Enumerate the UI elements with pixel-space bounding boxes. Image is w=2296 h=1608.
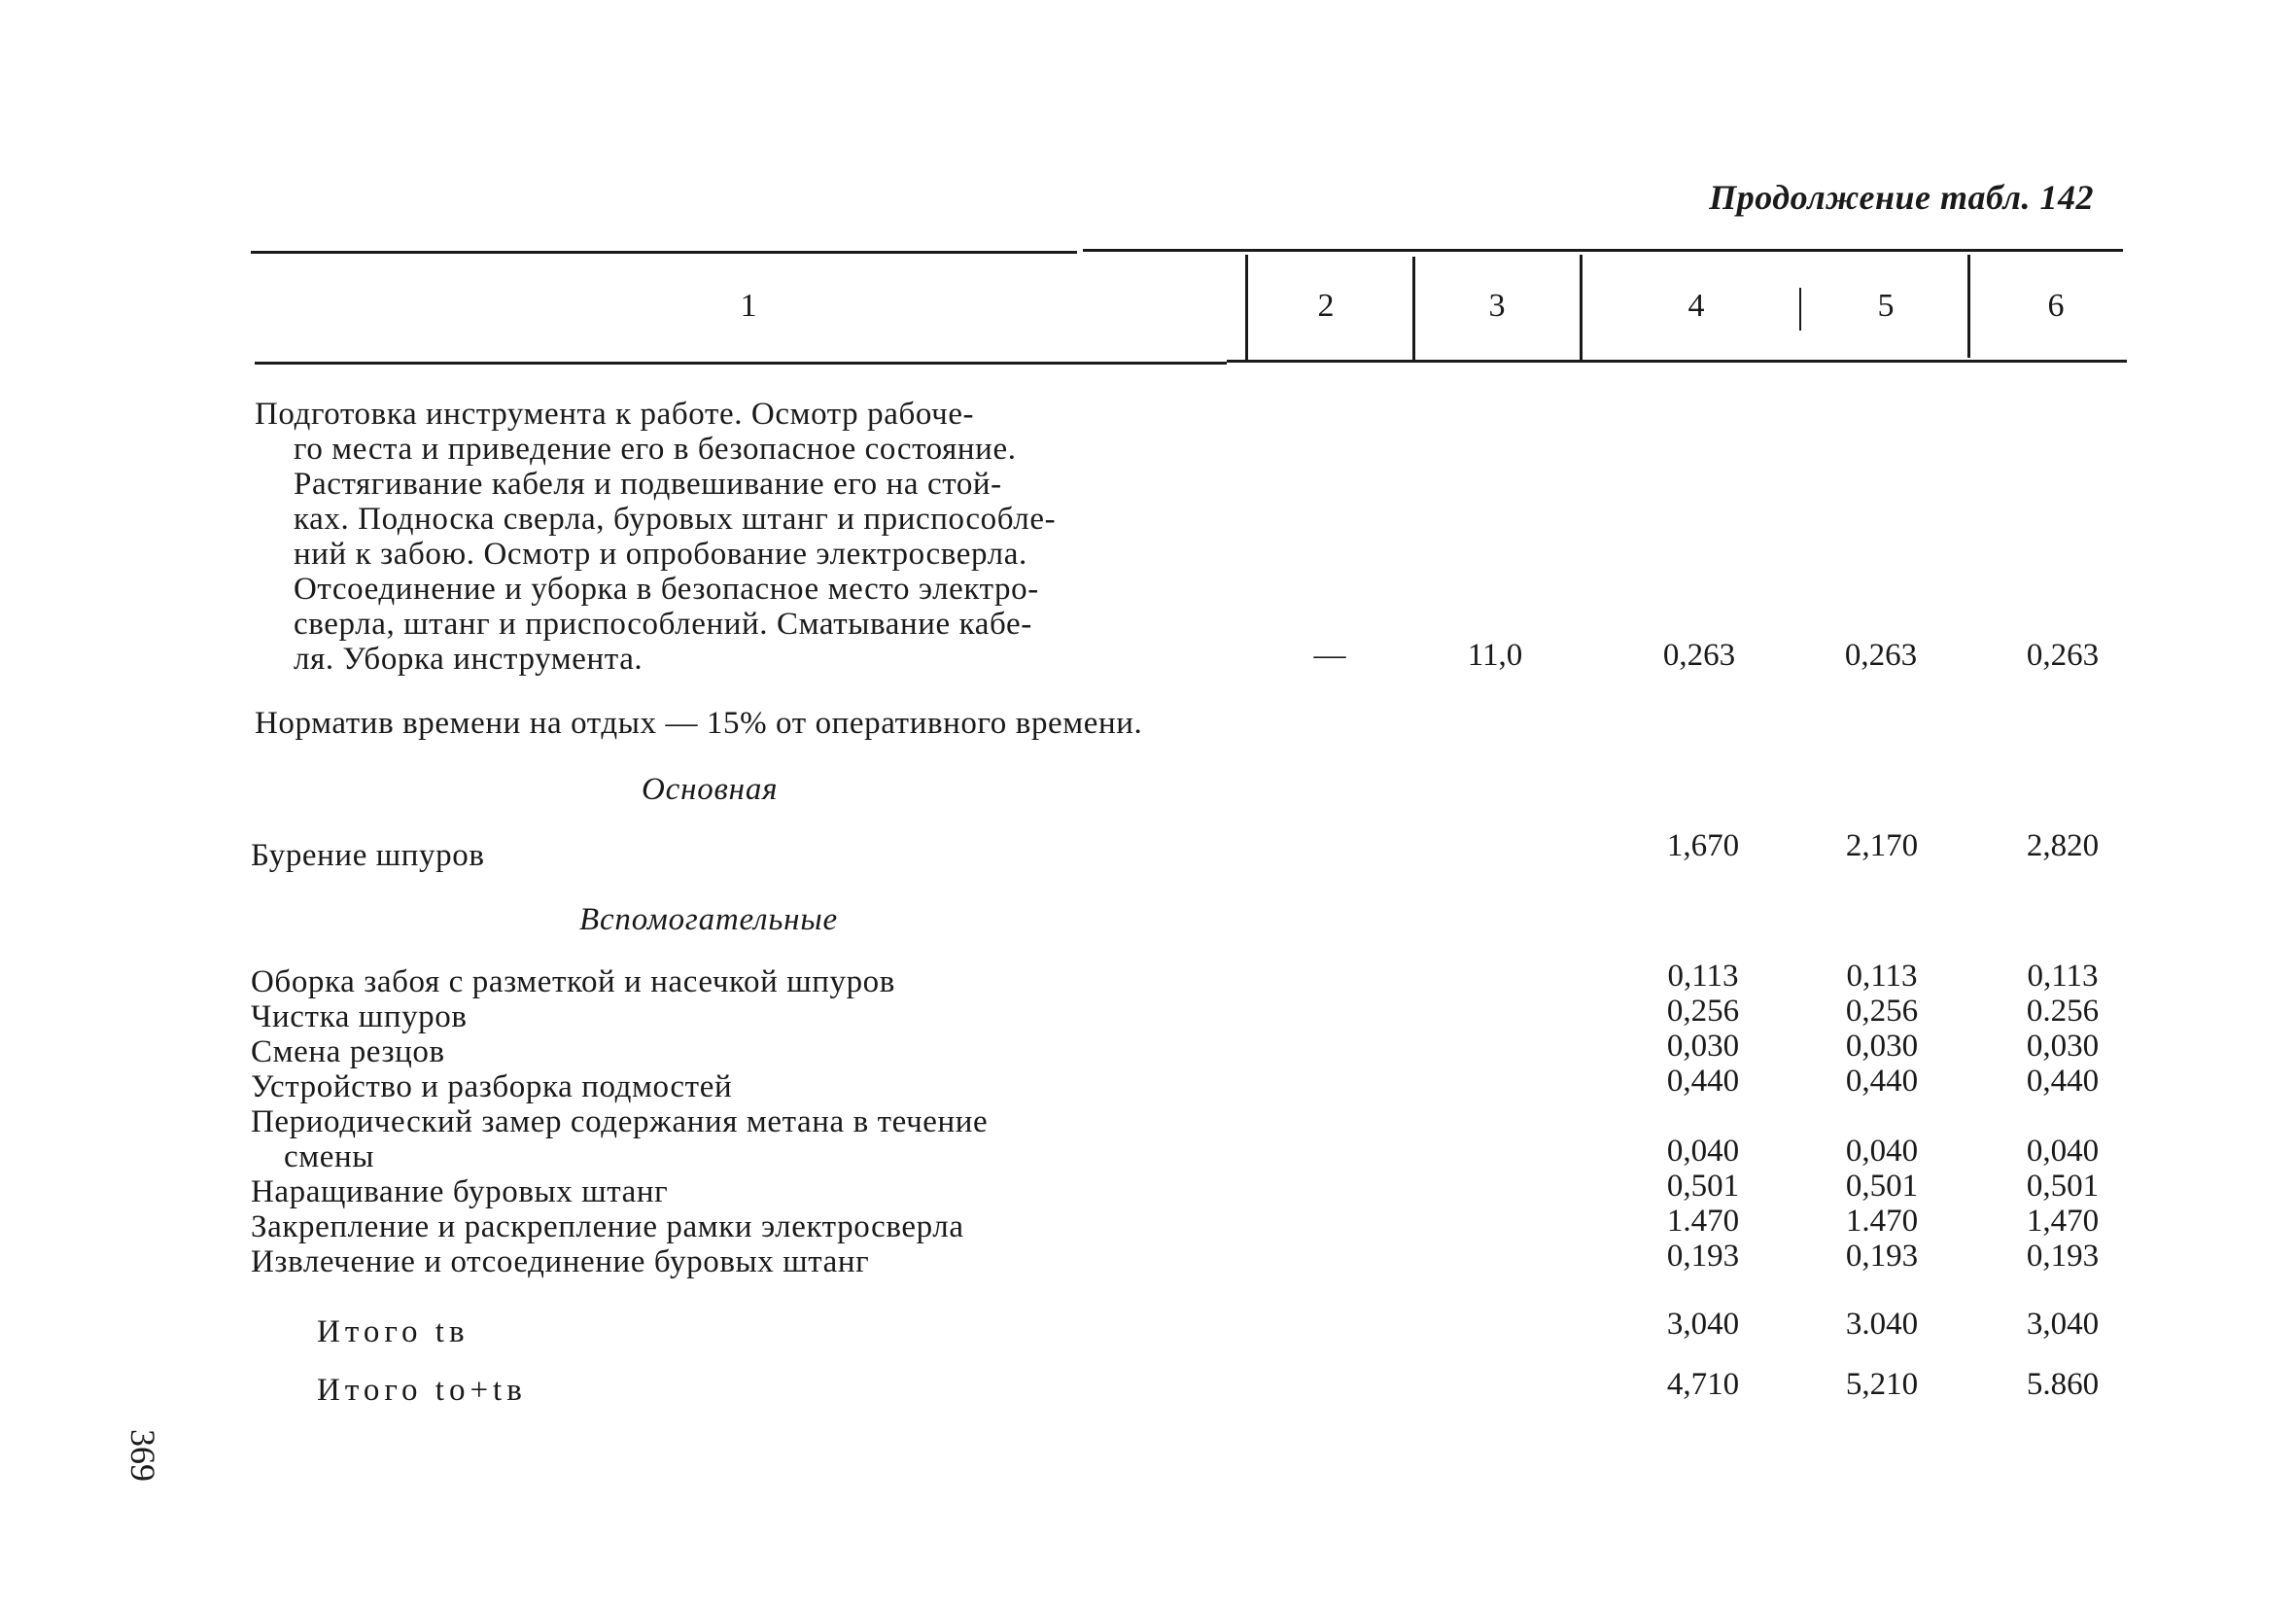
preparatory-description	[255, 397, 1198, 677]
desc-line: Подготовка инструмента к работе. Осмотр рабоче-	[255, 397, 975, 432]
section-main-title: Основная	[642, 772, 779, 807]
table-row-label: Устройство и разборка подмостей	[251, 1069, 733, 1104]
table-row-label: Наращивание буровых штанг	[251, 1174, 669, 1209]
table-cell: 0,030	[1666, 1029, 1740, 1064]
table-cell: 0,501	[2026, 1169, 2100, 1204]
table-cell: 0,040	[1666, 1134, 1740, 1169]
rest-norm: Норматив времени на отдых — 15% от оперативного времени.	[255, 706, 1143, 741]
header-divider-4	[1799, 288, 1801, 331]
header-col-4: 4	[1687, 288, 1705, 324]
total-cell: 5,210	[1845, 1367, 1919, 1402]
total-cell: 3,040	[1666, 1307, 1740, 1342]
table-cell: 0,501	[1845, 1169, 1919, 1204]
table-cell: 0,040	[1845, 1134, 1919, 1169]
total-cell: 5.860	[2026, 1367, 2100, 1402]
prep-col-3: 11,0	[1467, 638, 1523, 673]
desc-line: Растягивание кабеля и подвешивание его на стой-	[294, 467, 1002, 502]
table-row-label: Чистка шпуров	[251, 999, 468, 1034]
table-cell: 0,030	[2026, 1029, 2100, 1064]
table-cell: 0,113	[2027, 959, 2099, 994]
header-col-6: 6	[2047, 288, 2065, 324]
header-top-rule-left	[251, 251, 1077, 254]
desc-line: го места и приведение его в безопасное состояние.	[294, 432, 1017, 467]
prep-col-2: —	[1313, 638, 1346, 673]
table-cell: 2,170	[1845, 828, 1919, 863]
table-row-label: Закрепление и раскрепление рамки электросверла	[251, 1209, 964, 1244]
desc-line: ках. Подноска сверла, буровых штанг и приспособле-	[294, 502, 1057, 537]
total-row-label: Итого tв	[317, 1314, 470, 1349]
desc-line: сверла, штанг и приспособлений. Сматывание кабе-	[294, 607, 1032, 642]
table-cell: 0,113	[1846, 959, 1918, 994]
table-cell: 0,030	[1845, 1029, 1919, 1064]
total-cell: 3,040	[2026, 1307, 2100, 1342]
desc-line: Отсоединение и уборка в безопасное место электро-	[294, 572, 1039, 607]
header-divider-3	[1580, 255, 1583, 360]
header-bottom-rule-left	[255, 362, 1227, 365]
section-aux-title: Вспомогательные	[579, 902, 838, 937]
table-cell: 0,501	[1666, 1169, 1740, 1204]
header-bottom-rule-right	[1227, 360, 2127, 363]
table-cell: 1,670	[1666, 828, 1740, 863]
prep-col-6: 0,263	[2026, 638, 2100, 673]
table-cell: 0,256	[1666, 994, 1740, 1029]
total-cell: 3.040	[1845, 1307, 1919, 1342]
total-row-label: Итого tо+tв	[317, 1373, 527, 1408]
header-divider-1	[1245, 255, 1248, 360]
table-cell: 0,440	[2026, 1064, 2100, 1099]
table-cell: 0,193	[1666, 1239, 1740, 1274]
header-col-5: 5	[1877, 288, 1895, 324]
table-caption: Продолжение табл. 142	[1709, 178, 2094, 217]
table-cell: 2,820	[2026, 828, 2100, 863]
table-cell: 0,113	[1667, 959, 1739, 994]
table-row-label: Периодический замер содержания метана в течение	[251, 1104, 989, 1139]
table-cell: 1,470	[2026, 1204, 2100, 1239]
header-col-3: 3	[1488, 288, 1506, 324]
header-col-2: 2	[1317, 288, 1335, 324]
table-row-label: Оборка забоя с разметкой и насечкой шпуров	[251, 964, 895, 999]
table-row-label: Бурение шпуров	[251, 838, 485, 873]
table-cell: 0.256	[2026, 994, 2100, 1029]
table-cell: 0,440	[1666, 1064, 1740, 1099]
table-row-label: Смена резцов	[251, 1034, 445, 1069]
header-divider-5	[1967, 255, 1970, 358]
prep-col-5: 0,263	[1844, 638, 1918, 673]
table-row-label: Извлечение и отсоединение буровых штанг	[251, 1244, 870, 1279]
desc-line: ний к забою. Осмотр и опробование электросверла.	[294, 537, 1027, 572]
table-cell: 0,040	[2026, 1134, 2100, 1169]
table-cell: 0,440	[1845, 1064, 1919, 1099]
table-cell: 0,193	[1845, 1239, 1919, 1274]
table-row-label-continuation: смены	[284, 1139, 375, 1174]
table-cell: 1.470	[1666, 1204, 1740, 1239]
desc-line: ля. Уборка инструмента.	[294, 642, 644, 677]
table-cell: 0,193	[2026, 1239, 2100, 1274]
prep-col-4: 0,263	[1662, 638, 1736, 673]
header-col-1: 1	[740, 288, 757, 324]
header-top-rule-right	[1083, 249, 2123, 252]
total-cell: 4,710	[1666, 1367, 1740, 1402]
table-cell: 1.470	[1845, 1204, 1919, 1239]
page-number: 369	[123, 1429, 162, 1482]
table-cell: 0,256	[1845, 994, 1919, 1029]
header-divider-2	[1412, 257, 1415, 360]
